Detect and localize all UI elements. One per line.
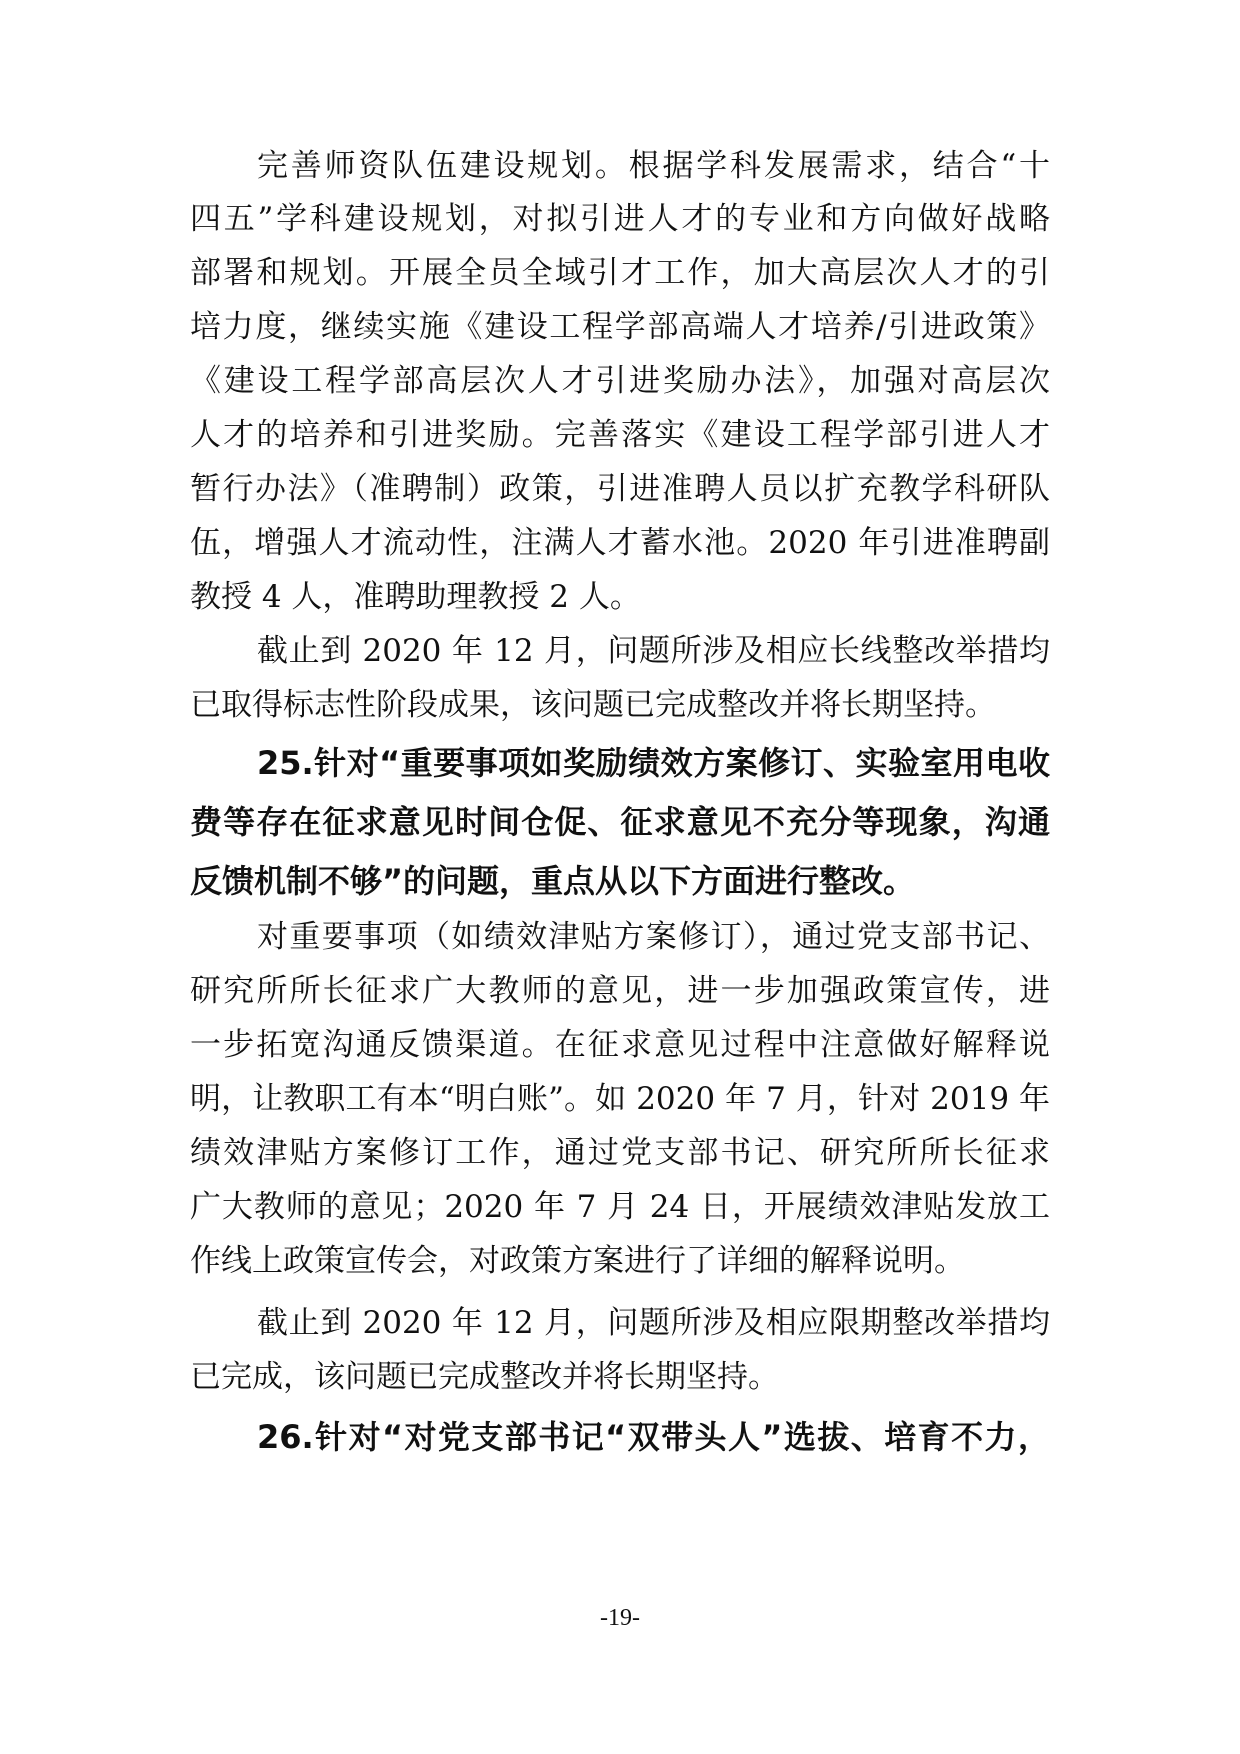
text-line: 明，让教职工有本“明白账”。如 2020 年 7 月，针对 2019 年 [190,1081,1050,1117]
text-line: 已取得标志性阶段成果，该问题已完成整改并将长期坚持。 [190,687,996,723]
text-line: 伍，增强人才流动性，注满人才蓄水池。2020 年引进准聘副 [190,525,1050,561]
text-line: 部署和规划。开展全员全域引才工作，加大高层次人才的引 [190,255,1050,291]
text-line: 《建设工程学部高层次人才引进奖励办法》，加强对高层次 [190,363,1050,399]
text-line: 教授 4 人，准聘助理教授 2 人。 [190,579,641,615]
text-line: 研究所所长征求广大教师的意见，进一步加强政策宣传，进 [190,973,1050,1009]
text-line: 培力度，继续实施《建设工程学部高端人才培养/引进政策》 [190,309,1050,345]
text-line: 对重要事项（如绩效津贴方案修订），通过党支部书记、 [257,919,1050,955]
section-heading-25: 费等存在征求意见时间仓促、征求意见不充分等现象，沟通 [190,803,1050,841]
text-line: 作线上政策宣传会，对政策方案进行了详细的解释说明。 [190,1243,965,1279]
text-line: 绩效津贴方案修订工作，通过党支部书记、研究所所长征求 [190,1135,1050,1171]
text-line: 已完成，该问题已完成整改并将长期坚持。 [190,1359,779,1395]
section-heading-25: 反馈机制不够”的问题，重点从以下方面进行整改。 [190,862,916,900]
section-heading-26: 26.针对“对党支部书记“双带头人”选拔、培育不力， [257,1418,1050,1456]
text-line: 四五”学科建设规划，对拟引进人才的专业和方向做好战略 [190,201,1050,237]
section-heading-25: 25.针对“重要事项如奖励绩效方案修订、实验室用电收 [257,744,1050,782]
text-line: 截止到 2020 年 12 月，问题所涉及相应限期整改举措均 [257,1305,1050,1341]
text-line: 暂行办法》（准聘制）政策，引进准聘人员以扩充教学科研队 [190,471,1050,507]
text-line: 广大教师的意见；2020 年 7 月 24 日，开展绩效津贴发放工 [190,1189,1050,1225]
page-number: -19- [600,1605,640,1631]
text-line: 一步拓宽沟通反馈渠道。在征求意见过程中注意做好解释说 [190,1027,1050,1063]
text-line: 完善师资队伍建设规划。根据学科发展需求，结合“十 [257,148,1050,184]
text-line: 截止到 2020 年 12 月，问题所涉及相应长线整改举措均 [257,633,1050,669]
text-line: 人才的培养和引进奖励。完善落实《建设工程学部引进人才 [190,417,1050,453]
